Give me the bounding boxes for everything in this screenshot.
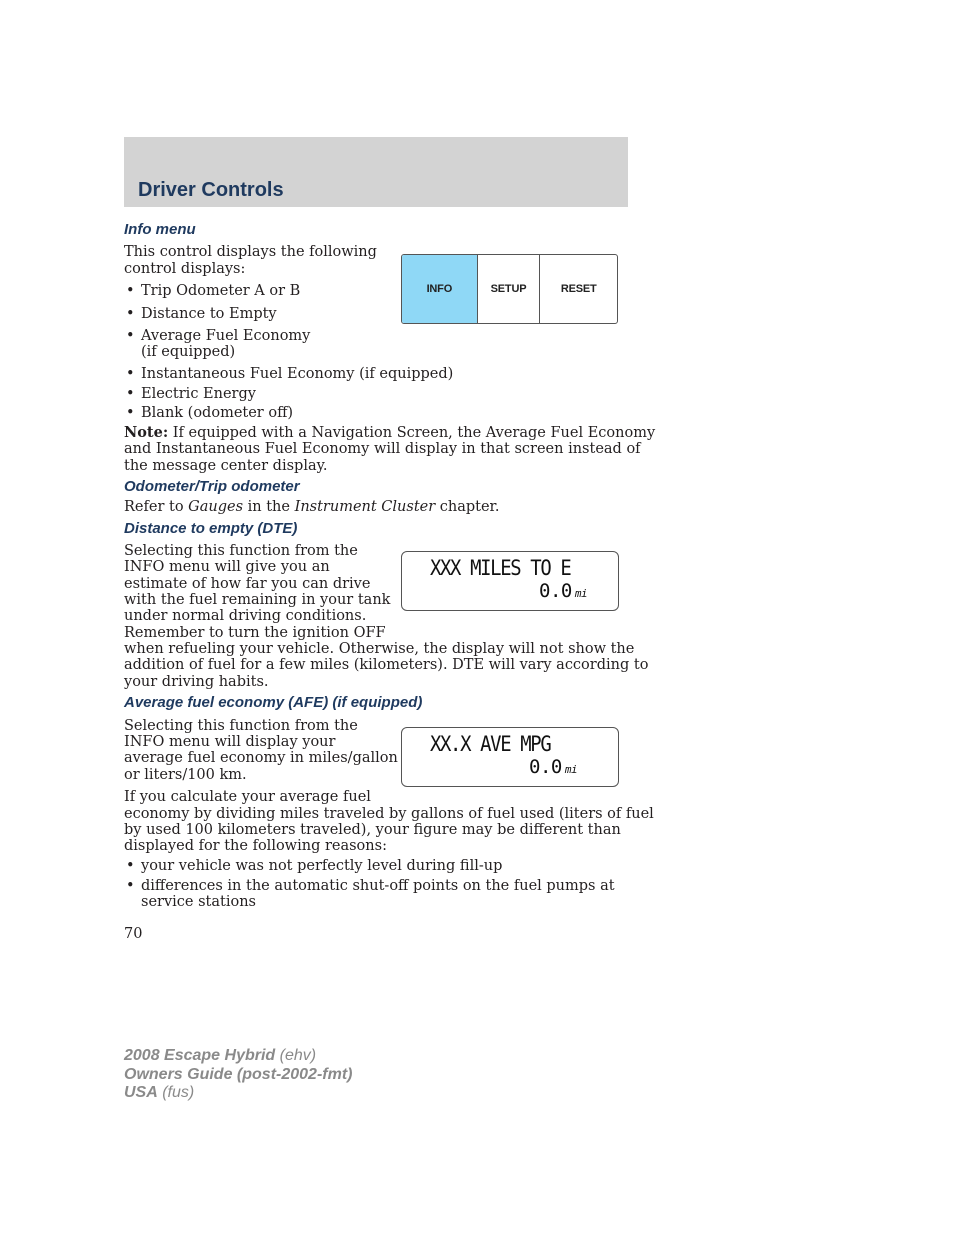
dte-line: Remember to turn the ignition OFF xyxy=(124,625,386,641)
afe-line: INFO menu will display your xyxy=(124,734,336,750)
list-item: • your vehicle was not perfectly level during fill-up xyxy=(126,858,503,874)
footer-line-2: Owners Guide (post-2002-fmt) xyxy=(124,1065,353,1083)
dte-line: estimate of how far you can drive xyxy=(124,576,371,592)
document-footer xyxy=(124,1047,352,1103)
dte-display-label: XXX MILES TO E xyxy=(430,556,571,580)
footer-line-1: 2008 Escape Hybrid (ehv) xyxy=(124,1047,317,1064)
list-item: • Blank (odometer off) xyxy=(126,405,294,421)
odometer-heading: Odometer/Trip odometer xyxy=(124,478,300,495)
list-item: • Average Fuel Economy (if equipped) xyxy=(126,328,311,361)
note-line-1: Note: If equipped with a Navigation Screen, the Average Fuel Economy xyxy=(124,424,656,441)
afe-display-value: 0.0 mi xyxy=(529,756,578,778)
afe-display-label: XX.X AVE MPG xyxy=(430,732,551,756)
afe-display xyxy=(401,727,619,787)
list-item: • differences in the automatic shut-off points on the fuel pumps at service stations xyxy=(126,878,615,911)
afe-line: If you calculate your average fuel xyxy=(124,789,371,805)
info-button[interactable]: INFO xyxy=(402,255,478,323)
dte-line: with the fuel remaining in your tank xyxy=(124,592,391,608)
reset-button[interactable]: RESET xyxy=(560,283,597,295)
section-title: Driver Controls xyxy=(138,179,284,201)
dte-display xyxy=(401,551,619,611)
info-setup-reset-controls xyxy=(401,254,618,324)
afe-line: economy by dividing miles traveled by gallons of fuel used (liters of fuel xyxy=(124,806,654,822)
dte-line: INFO menu will give you an xyxy=(124,559,330,575)
dte-line: Selecting this function from the xyxy=(124,543,358,559)
dte-line: your driving habits. xyxy=(124,674,269,690)
afe-line: average fuel economy in miles/gallon xyxy=(124,750,398,766)
afe-line: by used 100 kilometers traveled), your figure may be different than xyxy=(124,822,621,838)
info-menu-intro-1: This control displays the following xyxy=(124,244,377,260)
note-line-2: and Instantaneous Fuel Economy will display in that screen instead of xyxy=(124,441,641,457)
afe-line: or liters/100 km. xyxy=(124,767,247,783)
afe-line: Selecting this function from the xyxy=(124,718,358,734)
list-item: • Distance to Empty xyxy=(126,306,277,322)
dte-line: addition of fuel for a few miles (kilometers). DTE will vary according to xyxy=(124,657,649,673)
dte-line: under normal driving conditions. xyxy=(124,608,367,624)
dte-heading: Distance to empty (DTE) xyxy=(124,520,298,537)
afe-line: displayed for the following reasons: xyxy=(124,838,387,854)
info-menu-heading: Info menu xyxy=(124,221,196,238)
footer-line-3: USA (fus) xyxy=(124,1084,195,1101)
dte-display-value: 0.0 mi xyxy=(539,580,588,602)
list-item: • Instantaneous Fuel Economy (if equipped) xyxy=(126,366,454,382)
afe-heading: Average fuel economy (AFE) (if equipped) xyxy=(124,694,423,711)
list-item: • Trip Odometer A or B xyxy=(126,283,301,299)
odometer-text: Refer to Gauges in the Instrument Cluster chapter. xyxy=(124,499,500,515)
list-item: • Electric Energy xyxy=(126,386,256,402)
dte-line: when refueling your vehicle. Otherwise, the display will not show the xyxy=(124,641,635,657)
setup-button[interactable]: SETUP xyxy=(478,255,541,323)
page-number: 70 xyxy=(124,926,143,942)
info-menu-intro-2: control displays: xyxy=(124,261,246,277)
note-line-3: the message center display. xyxy=(124,458,328,474)
section-header-band xyxy=(124,137,628,207)
